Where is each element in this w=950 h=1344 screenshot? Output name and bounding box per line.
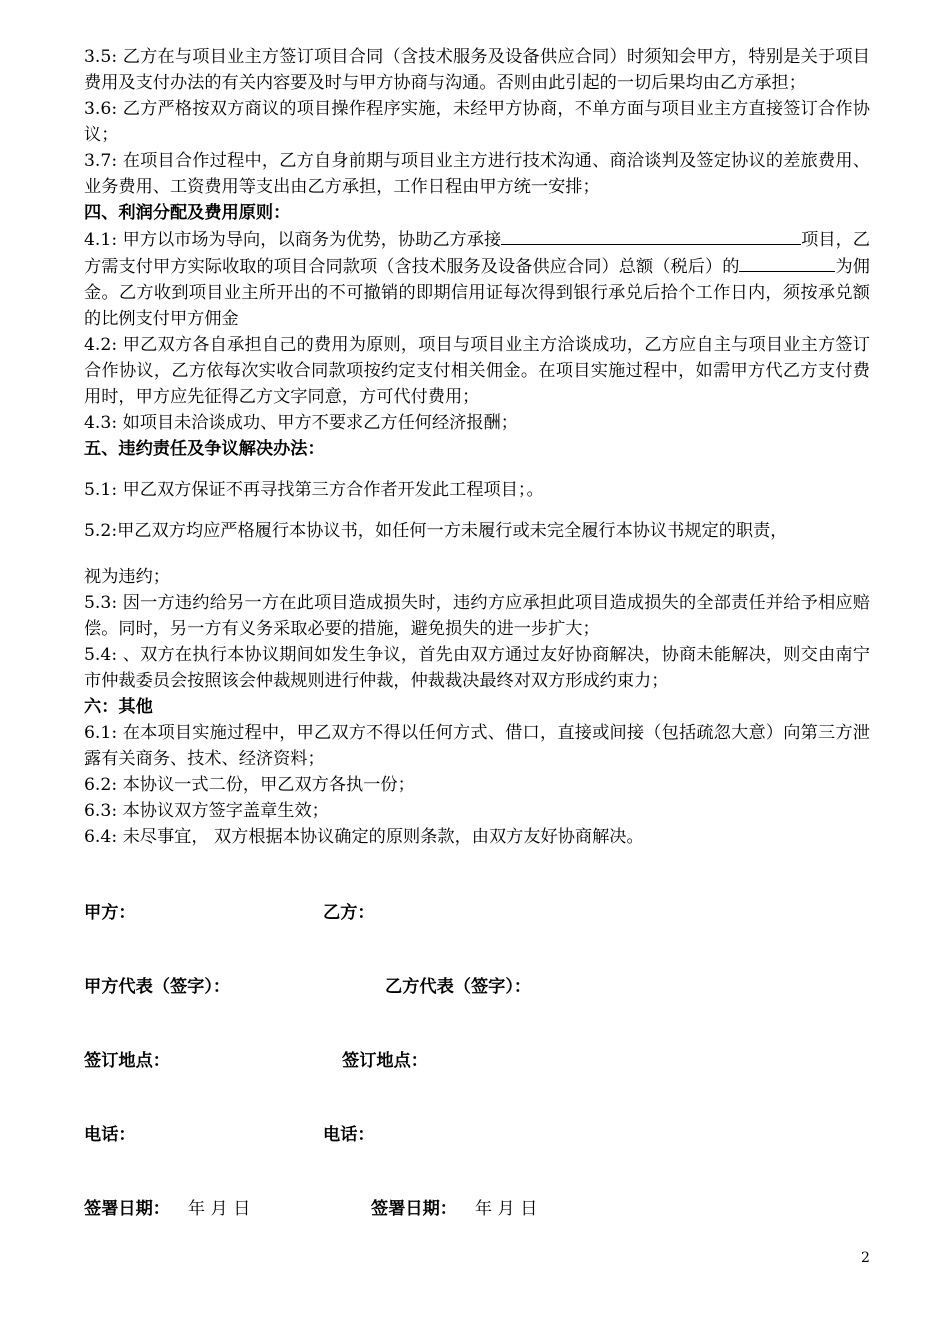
clause-4-1-part-b: 项目，乙方需支付甲方实际收取的项目合同款项（含技术服务及设备供应合同）总额（税后）的 <box>84 230 870 277</box>
section-heading-5: 五、违约责任及争议解决办法： <box>84 439 325 459</box>
party-a-signing-place-label: 签订地点： <box>84 1051 170 1071</box>
party-b-signing-place-label: 签订地点： <box>342 1051 428 1071</box>
clause-5-2-continued: 视为违约； <box>84 567 170 587</box>
clause-3-5: 3.5: 乙方在与项目业主方签订项目合同（含技术服务及设备供应合同）时须知会甲方，特别是关于项目费用及支付办法的有关内容要及时与甲方协商与沟通。否则由此引起的一切后果均由乙方承担； <box>84 47 870 93</box>
party-b-label: 乙方： <box>323 903 375 923</box>
party-a-signing-date <box>84 1194 250 1219</box>
clause-3-6: 3.6: 乙方严格按双方商议的项目操作程序实施，未经甲方协商，不单方面与项目业主方直接签订合作协议； <box>84 99 870 145</box>
clause-6-2: 6.2: 本协议一式二份，甲乙双方各执一份； <box>84 775 415 795</box>
clause-4-1 <box>84 226 870 332</box>
party-a-date-label: 签署日期： <box>84 1199 170 1219</box>
clause-4-3: 4.3: 如项目未洽谈成功、甲方不要求乙方任何经济报酬； <box>84 413 518 433</box>
party-a-representative-label: 甲方代表（签字）： <box>84 977 231 997</box>
clause-3-7: 3.7: 在项目合作过程中，乙方自身前期与项目业主方进行技术沟通、商洽谈判及签定协议的差旅费用、业务费用、工资费用等支出由乙方承担，工作日程由甲方统一安排； <box>84 151 870 197</box>
clause-6-4: 6.4: 未尽事宜， 双方根据本协议确定的原则条款，由双方友好协商解决。 <box>84 827 644 847</box>
party-b-date-label: 签署日期： <box>371 1199 457 1219</box>
clause-4-1-part-a: 4.1: 甲方以市场为导向，以商务为优势，协助乙方承接 <box>84 230 502 250</box>
commission-rate-blank <box>739 253 835 272</box>
clause-6-1: 6.1: 在本项目实施过程中，甲乙双方不得以任何方式、借口，直接或间接（包括疏忽大意）向第三方泄露有关商务、技术、经济资料； <box>84 723 870 769</box>
party-a-phone-label: 电话： <box>84 1125 136 1145</box>
section-heading-6: 六：其他 <box>84 697 153 717</box>
section-heading-4: 四、利润分配及费用原则： <box>84 203 291 223</box>
document-body <box>84 44 870 850</box>
clause-5-4: 5.4: 、双方在执行本协议期间如发生争议，首先由双方通过友好协商解决，协商未能解决，则交由南宁市仲裁委员会按照该会仲裁规则进行仲裁，仲裁裁决最终对双方形成约束力； <box>84 645 870 691</box>
project-name-blank <box>501 226 801 245</box>
party-a-date-units: 年 月 日 <box>187 1199 251 1219</box>
clause-4-1-part-c: 为佣金。乙方收到项目业主所开出的不可撤销的即期信用证每次得到银行承兑后拾个工作日内，须按承兑额的比例支付甲方佣金 <box>84 257 870 329</box>
party-b-representative-label: 乙方代表（签字）： <box>385 977 532 997</box>
clause-6-3: 6.3: 本协议双方签字盖章生效； <box>84 801 329 821</box>
clause-5-1: 5.1: 甲乙双方保证不再寻找第三方合作者开发此工程项目；。 <box>84 480 544 500</box>
party-b-phone-label: 电话： <box>323 1125 375 1145</box>
clause-5-2: 5.2:甲乙双方均应严格履行本协议书，如任何一方未履行或未完全履行本协议书规定的职责， <box>84 521 788 541</box>
clause-5-3: 5.3: 因一方违约给另一方在此项目造成损失时，违约方应承担此项目造成损失的全部责任并给予相应赔偿。同时，另一方有义务采取必要的措施，避免损失的进一步扩大； <box>84 593 870 639</box>
party-b-signing-date <box>371 1194 537 1219</box>
party-a-label: 甲方： <box>84 903 136 923</box>
clause-4-2: 4.2: 甲乙双方各自承担自己的费用为原则，项目与项目业主方洽谈成功，乙方应自主与项目业主方签订合作协议，乙方依每次实收合同款项按约定支付相关佣金。在项目实施过程中，如需甲方代乙方支付费用时，甲方应先征得乙方文字同意，方可代付费用； <box>84 335 870 407</box>
page-number: 2 <box>861 1250 870 1266</box>
party-b-date-units: 年 月 日 <box>474 1199 538 1219</box>
